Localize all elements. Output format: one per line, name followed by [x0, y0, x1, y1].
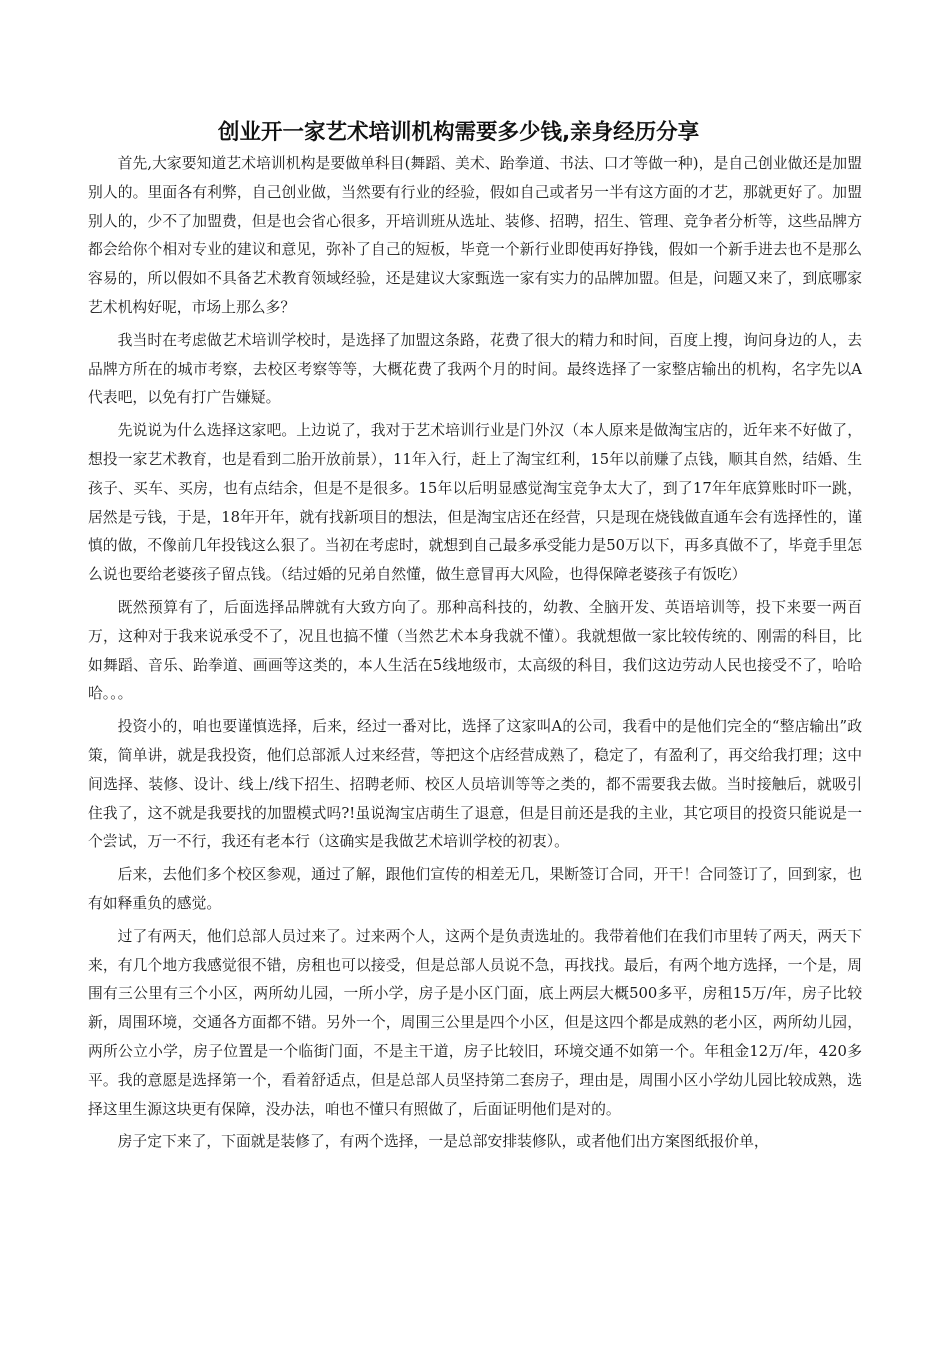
document-page	[88, 118, 862, 1161]
paragraph-4: 既然预算有了，后面选择品牌就有大致方向了。那种高科技的，幼教、全脑开发、英语培训等，投下来要一两百万，这种对于我来说承受不了，况且也搞不懂（当然艺术本身我就不懂）。我就想做一家比较传统的、刚需的科目，比如舞蹈、音乐、跆拳道、画画等这类的，本人生活在5线地级市，太高级的科目，我们这边劳动人民也接受不了，哈哈哈。。。	[88, 598, 862, 703]
paragraph-3: 先说说为什么选择这家吧。上边说了，我对于艺术培训行业是门外汉（本人原来是做淘宝店的，近年来不好做了，想投一家艺术教育，也是看到二胎开放前景），11年入行，赶上了淘宝红利，15年以前赚了点钱，顺其自然，结婚、生孩子、买车、买房，也有点结余，但是不是很多。15年以后明显感觉淘宝竞争太大了，到了17年年底算账时吓一跳，居然是亏钱，于是，18年开年，就有找新项目的想法，但是淘宝店还在经营，只是现在烧钱做直通车会有选择性的，谨慎的做，不像前几年投钱这么狠了。当初在考虑时，就想到自己最多承受能力是50万以下，再多真做不了，毕竟手里怎么说也要给老婆孩子留点钱。（结过婚的兄弟自然懂，做生意冒再大风险，也得保障老婆孩子有饭吃）	[88, 422, 862, 584]
paragraph-5: 投资小的，咱也要谨慎选择，后来，经过一番对比，选择了这家叫A的公司，我看中的是他们完全的“整店输出”政策，简单讲，就是我投资，他们总部派人过来经营，等把这个店经营成熟了，稳定了，有盈利了，再交给我打理；这中间选择、装修、设计、线上/线下招生、招聘老师、校区人员培训等等之类的，都不需要我去做。当时接触后，就吸引住我了，这不就是我要找的加盟模式吗?!虽说淘宝店萌生了退意，但是目前还是我的主业，其它项目的投资只能说是一个尝试，万一不行，我还有老本行（这确实是我做艺术培训学校的初衷）。	[88, 718, 862, 851]
paragraph-1: 首先,大家要知道艺术培训机构是要做单科目(舞蹈、美术、跆拳道、书法、口才等做一种)，是自己创业做还是加盟别人的。里面各有利弊，自己创业做，当然要有行业的经验，假如自己或者另一半有这方面的才艺，那就更好了。加盟别人的，少不了加盟费，但是也会省心很多，开培训班从选址、装修、招聘，招生、管理、竞争者分析等，这些品牌方都会给你个相对专业的建议和意见，弥补了自己的短板，毕竟一个新行业即使再好挣钱，假如一个新手进去也不是那么容易的，所以假如不具备艺术教育领域经验，还是建议大家甄选一家有实力的品牌加盟。但是，问题又来了，到底哪家艺术机构好呢，市场上那么多？	[88, 155, 862, 316]
paragraph-2: 我当时在考虑做艺术培训学校时，是选择了加盟这条路，花费了很大的精力和时间，百度上搜，询问身边的人，去品牌方所在的城市考察，去校区考察等等，大概花费了我两个月的时间。最终选择了一家整店输出的机构，名字先以A代表吧，以免有打广告嫌疑。	[88, 331, 862, 407]
paragraph-8: 房子定下来了，下面就是装修了，有两个选择，一是总部安排装修队，或者他们出方案图纸报价单，	[117, 1133, 769, 1151]
paragraph-6: 后来，去他们多个校区参观，通过了解，跟他们宣传的相差无几，果断签订合同，开干！合同签订了，回到家，也有如释重负的感觉。	[88, 866, 862, 912]
paragraph-7: 过了有两天，他们总部人员过来了。过来两个人，这两个是负责选址的。我带着他们在我们市里转了两天，两天下来，有几个地方我感觉很不错，房租也可以接受，但是总部人员说不急，再找找。最后，有两个地方选择，一个是，周围有三公里有三个小区，两所幼儿园，一所小学，房子是小区门面，底上两层大概500多平，房租15万/年，房子比较新，周围环境，交通各方面都不错。另外一个，周围三公里是四个小区，但是这四个都是成熟的老小区，两所幼儿园，两所公立小学，房子位置是一个临街门面，不是主干道，房子比较旧，环境交通不如第一个。年租金12万/年，420多平。我的意愿是选择第一个，看着舒适点，但是总部人员坚持第二套房子，理由是，周围小区小学幼儿园比较成熟，选择这里生源这块更有保障，没办法，咱也不懂只有照做了，后面证明他们是对的。	[88, 927, 862, 1118]
document-title: 创业开一家艺术培训机构需要多少钱,亲身经历分享	[218, 120, 700, 145]
